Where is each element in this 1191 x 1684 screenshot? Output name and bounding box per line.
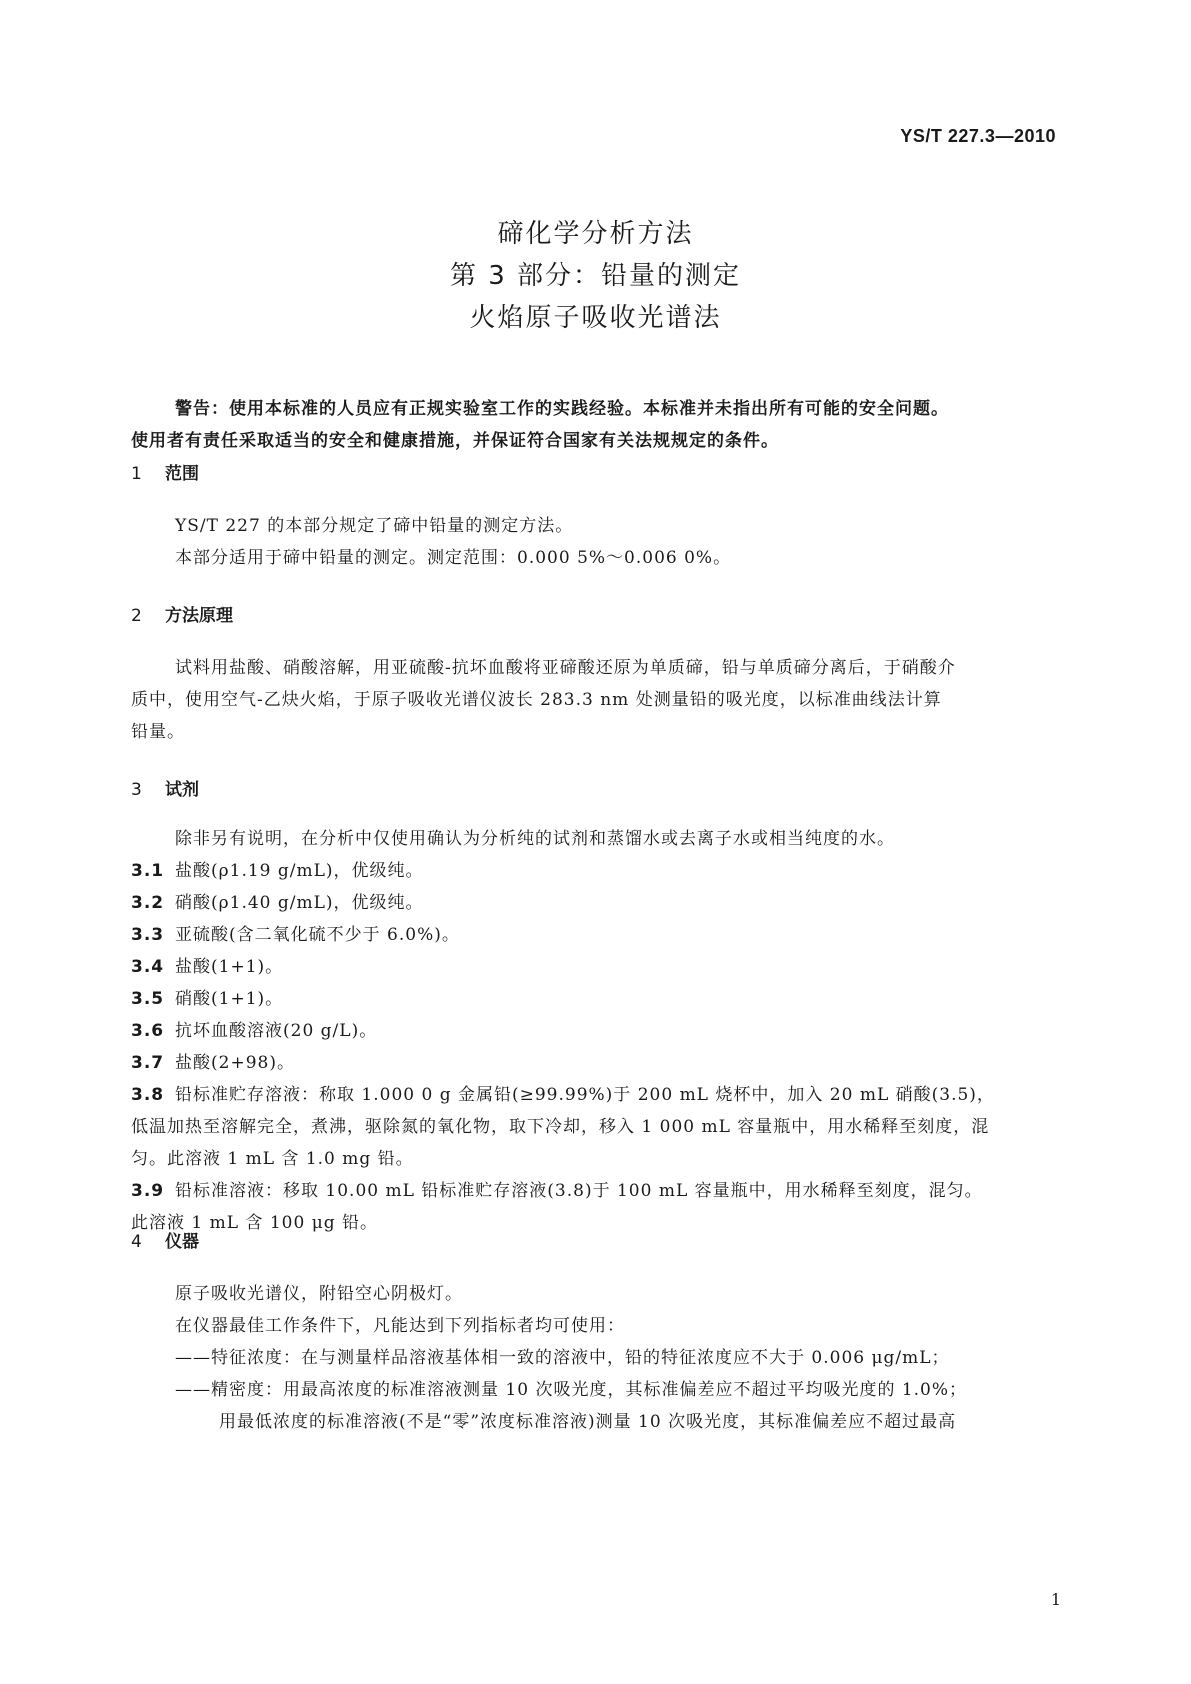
- paragraph: 在仪器最佳工作条件下，凡能达到下列指标者均可使用：: [175, 1316, 625, 1336]
- list-item: [131, 887, 1061, 919]
- section-3-heading: [131, 775, 199, 800]
- item-text: 铅标准贮存溶液：称取 1.000 0 g 金属铅(≥99.99%)于 200 mL 烧杯中，加入 20 mL 硝酸(3.5)，: [175, 1085, 995, 1105]
- warning-line-1: 警告：使用本标准的人员应有正规实验室工作的实践经验。本标准并未指出所有可能的安全问题。: [175, 399, 949, 419]
- list-item: [131, 1175, 1061, 1207]
- section-title: 仪器: [165, 1232, 199, 1252]
- item-number: 3.7: [131, 1053, 165, 1073]
- item-text: 盐酸(ρ1.19 g/mL)，优级纯。: [175, 861, 424, 881]
- section-title: 试剂: [165, 780, 199, 800]
- item-text: 硝酸(ρ1.40 g/mL)，优级纯。: [175, 893, 424, 913]
- warning-line-2: 使用者有责任采取适当的安全和健康措施，并保证符合国家有关法规规定的条件。: [131, 431, 779, 451]
- item-text-continued: 匀。此溶液 1 mL 含 1.0 mg 铅。: [131, 1149, 414, 1169]
- item-text-continued: 低温加热至溶解完全，煮沸，驱除氮的氧化物，取下冷却，移入 1 000 mL 容量瓶中，用水稀释至刻度，混: [131, 1117, 990, 1137]
- list-item: [131, 1079, 1061, 1111]
- list-item: [131, 951, 1061, 983]
- section-number: 4: [131, 1232, 142, 1252]
- title-line-3: 火焰原子吸收光谱法: [469, 303, 722, 333]
- item-text: 盐酸(2+98)。: [175, 1053, 295, 1073]
- title-line-2: 第 3 部分：铅量的测定: [449, 261, 742, 291]
- section-2-heading: [131, 601, 233, 626]
- section-number: 1: [131, 464, 142, 484]
- section-3-body: [131, 823, 1061, 1239]
- section-4-body: [131, 1278, 1061, 1438]
- title-line-1: 碲化学分析方法: [497, 219, 694, 249]
- item-number: 3.4: [131, 957, 165, 977]
- paragraph-line: 铅量。: [131, 722, 185, 742]
- item-text-continued: 此溶液 1 mL 含 100 μg 铅。: [131, 1213, 379, 1233]
- paragraph: YS/T 227 的本部分规定了碲中铅量的测定方法。: [175, 516, 574, 536]
- item-number: 3.6: [131, 1021, 165, 1041]
- item-number: 3.8: [131, 1085, 165, 1105]
- list-item: [131, 919, 1061, 951]
- dash-item-continued: 用最低浓度的标准溶液(不是“零”浓度标准溶液)测量 10 次吸光度，其标准偏差应不超过最高: [219, 1412, 957, 1432]
- warning-block: [131, 393, 1061, 457]
- section-title: 方法原理: [165, 606, 233, 626]
- item-text: 抗坏血酸溶液(20 g/L)。: [175, 1021, 378, 1041]
- standard-code: YS/T 227.3—2010: [900, 126, 1056, 146]
- dash-item: ——特征浓度：在与测量样品溶液基体相一致的溶液中，铅的特征浓度应不大于 0.006 μg/mL；: [175, 1348, 950, 1368]
- list-item: [131, 1015, 1061, 1047]
- paragraph: 本部分适用于碲中铅量的测定。测定范围：0.000 5%～0.006 0%。: [175, 548, 732, 568]
- list-item: [131, 855, 1061, 887]
- section-number: 3: [131, 780, 142, 800]
- item-number: 3.9: [131, 1181, 165, 1201]
- item-number: 3.1: [131, 861, 165, 881]
- item-text: 亚硫酸(含二氧化硫不少于 6.0%)。: [175, 925, 460, 945]
- paragraph-line: 质中，使用空气-乙炔火焰，于原子吸收光谱仪波长 283.3 nm 处测量铅的吸光度，以标准曲线法计算: [131, 690, 942, 710]
- item-text: 盐酸(1+1)。: [175, 957, 284, 977]
- section-1-body: [131, 510, 1061, 574]
- item-number: 3.5: [131, 989, 165, 1009]
- item-number: 3.3: [131, 925, 165, 945]
- list-item: [131, 983, 1061, 1015]
- paragraph: 除非另有说明，在分析中仅使用确认为分析纯的试剂和蒸馏水或去离子水或相当纯度的水。: [175, 829, 895, 849]
- list-item: [131, 1047, 1061, 1079]
- section-4-heading: [131, 1227, 199, 1252]
- item-text: 硝酸(1+1)。: [175, 989, 284, 1009]
- section-number: 2: [131, 606, 142, 626]
- section-1-heading: [131, 459, 199, 484]
- paragraph-line: 试料用盐酸、硝酸溶解，用亚硫酸-抗坏血酸将亚碲酸还原为单质碲，铅与单质碲分离后，于硝酸介: [175, 658, 956, 678]
- item-text: 铅标准溶液：移取 10.00 mL 铅标准贮存溶液(3.8)于 100 mL 容量瓶中，用水稀释至刻度，混匀。: [175, 1181, 983, 1201]
- paragraph: 原子吸收光谱仪，附铅空心阴极灯。: [175, 1284, 463, 1304]
- item-number: 3.2: [131, 893, 165, 913]
- page-number: 1: [1050, 1590, 1061, 1609]
- section-2-body: [131, 652, 1061, 748]
- section-title: 范围: [165, 464, 199, 484]
- dash-item: ——精密度：用最高浓度的标准溶液测量 10 次吸光度，其标准偏差应不超过平均吸光度的 1.0%；: [175, 1380, 968, 1400]
